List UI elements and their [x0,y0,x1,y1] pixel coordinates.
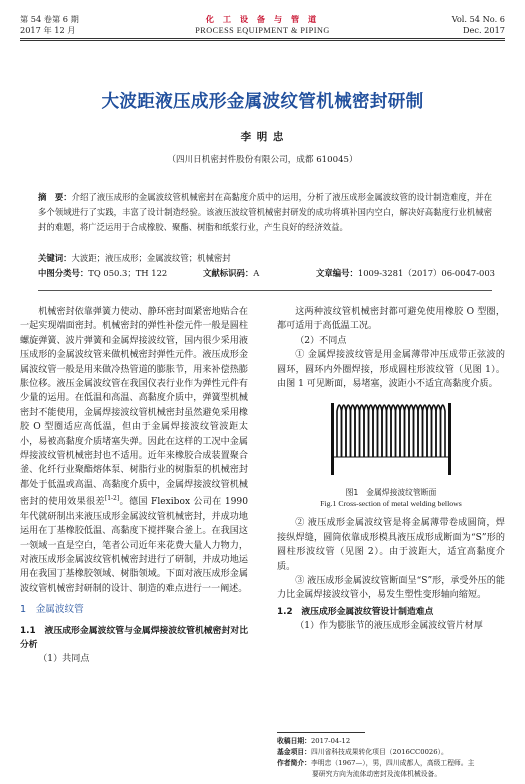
author-bio [277,758,507,769]
keywords-label: 关键词： [38,253,72,263]
footnote-rule [277,732,365,733]
fund-label: 基金项目： [277,748,311,756]
author-bio-text: 李明忠（1967—），男，四川成都人，高级工程师。主 [310,759,475,767]
clc-number [38,267,167,279]
intro-paragraph [20,305,248,596]
body-column-left [20,305,248,666]
intro-text-tail: 。德国 Flexibox 公司在 1990 年代就研制出来液压成形金属波纹管机械密封，并成功地运用在丁基橡胶低温、高黏度下搅拌聚合釜上。在我国这一领域一直是空白，笔者公司近年来花费大量人力物力，对液压成形金属波纹管机械密封进行了研制，并成功地运用在我国丁基橡胶领域、树脂领域。下面对液压成形金属波纹管机械密封研制的设计、制造的难点进行一一阐述。 [20,497,248,594]
fund-project [277,747,507,758]
header-rule-thin [20,40,505,41]
author-affiliation: （四川日机密封件股份有限公司，成都 610045） [167,155,358,165]
abstract [38,190,492,235]
bellows-cross-section-diagram [327,397,455,477]
difference-item-3: ③ 液压成形金属波纹管断面呈“S”形，承受外压的能力比金属焊接波纹管小，易发生塑性变形轴向缩短。 [277,576,505,601]
figure-caption-en: Fig.1 Cross-section of metal welding bellows [320,499,462,509]
keywords [38,252,492,264]
design-difficulty-item-1: （1）作为膨胀节的液压成形金属波纹管片材厚 [295,620,483,631]
bellows-base-mask [334,457,448,475]
article-no-label: 文章编号： [316,268,358,278]
volume-issue-en: Vol. 54 No. 6 [451,14,505,24]
article-title: 大波距液压成形金属波纹管机械密封研制 [101,92,424,112]
article-no-value: 1009-3281（2017）06-0047-003 [357,268,496,278]
clc-label: 中图分类号： [38,268,89,278]
abstract-label: 摘 要： [38,192,72,202]
journal-name-en: PROCESS EQUIPMENT & PIPING [195,26,330,35]
bellows-waves [337,405,445,461]
difference-item-2: ② 液压成形金属波纹管是将金属薄带卷成圆筒，焊接纵焊缝，圆筒依靠成形模具液压成形成断面为“S”形的圆柱形波纹管（见图 2）。由于波距大，适宜高黏度介质。 [277,518,505,572]
section-heading-1: 1 金属波纹管 [20,604,84,616]
bellows-convolution [441,405,446,461]
body-column-right [277,305,505,633]
differences-heading: （2）不同点 [295,335,347,346]
common-points-heading: （1）共同点 [38,653,90,664]
keywords-text: 大波距；液压成形；金属波纹管；机械密封 [71,253,231,263]
article-author: 李 明 忠 [240,131,285,143]
figure-1 [277,397,505,481]
fund-value: 四川省科技成果转化项目（2016CC0026）。 [310,748,448,756]
header-right [452,14,505,36]
figure-caption-cn: 图1 金属焊接波纹管断面 [345,488,437,498]
journal-name-cn: 化 工 设 备 与 管 道 [205,14,320,24]
abstract-rule [38,290,492,291]
subsection-heading-1-1: 1.1 液压成形金属波纹管与金属焊接波纹管机械密封对比分析 [20,625,248,650]
bellows-end-right [448,403,451,475]
header-rule [20,38,505,39]
header-center [20,14,505,36]
received-date [277,736,507,747]
subsection-heading-1-2: 1.2 液压成形金属波纹管设计制造难点 [277,606,434,617]
received-value: 2017-04-12 [310,737,351,745]
difference-item-1: ① 金属焊接波纹管是用金属薄带冲压成带正弦波的圆环，圆环内外圈焊接，形成圆柱形波纹管（见图 1）。由图 1 可见断面，易堵塞，波距小不适宜高黏度介质。 [277,350,505,390]
author-bio-label: 作者简介： [277,759,311,767]
footnote [277,736,507,780]
date-en: Dec. 2017 [462,25,505,35]
author-bio-continued: 要研究方向为流体动密封及流体机械设备。 [312,770,442,778]
clc-value: TQ 050.3；TH 122 [88,268,168,278]
doc-code-value: A [253,268,260,278]
abstract-text: 介绍了液压成形的金属波纹管机械密封在高黏度介质中的运用，分析了液压成形金属波纹管的设计制造难度，并在多个领域进行了实践，丰富了设计制造经验。该液压波纹管机械密封研发的成功将填补国内空白，解决好高黏度行业机械密封的难题，将广泛运用于合成橡胶、聚酯、树脂和纸浆行业，产生良好的经济效益。 [38,192,493,232]
received-label: 收稿日期： [277,737,311,745]
document-code [203,267,259,279]
article-number [316,267,495,279]
bellows-end-left [331,403,334,475]
intro-text: 机械密封依靠弹簧力使动、静环密封面紧密地贴合在一起实现端面密封。机械密封的弹性补偿元件一般是圆柱螺旋弹簧、波片弹簧和金属焊接波纹管，国内很少采用液压成形的金属波纹管来做机械密封弹性元件。液压成形金属波纹管一般是用来做冷热管道的膨胀节，用来补偿热膨胀位移。液压金属波纹管在我国仪表行业作为弹性元件有少量的运用。在低温和高温、高黏度介质中，弹簧型机械密封不能使用，金属焊接波纹管机械密封虽然避免采用橡胶 O 型圈适应高低温，但由于金属焊接波纹管波距太小，易被高黏度介质堵塞失弹。因此在这样的工况中金属焊接波纹管机械密封也不适用。近年来橡胶合成装置聚合釜、化纤行业聚酯熔体泵、树脂行业的树脂泵的机械密封都处于低温或高温、高黏度介质中，金属焊接波纹管机械密封的使用效果很差 [20,307,248,508]
doc-code-label: 文献标识码： [203,268,254,278]
date-cn: 2017 年 12 月 [20,25,76,35]
volume-issue-cn: 第 54 卷第 6 期 [20,14,79,24]
common-points-text: 这两种波纹管机械密封都可避免使用橡胶 O 型圈，都可适用于高低温工况。 [277,307,505,332]
citation-ref: [1-2] [104,495,120,503]
